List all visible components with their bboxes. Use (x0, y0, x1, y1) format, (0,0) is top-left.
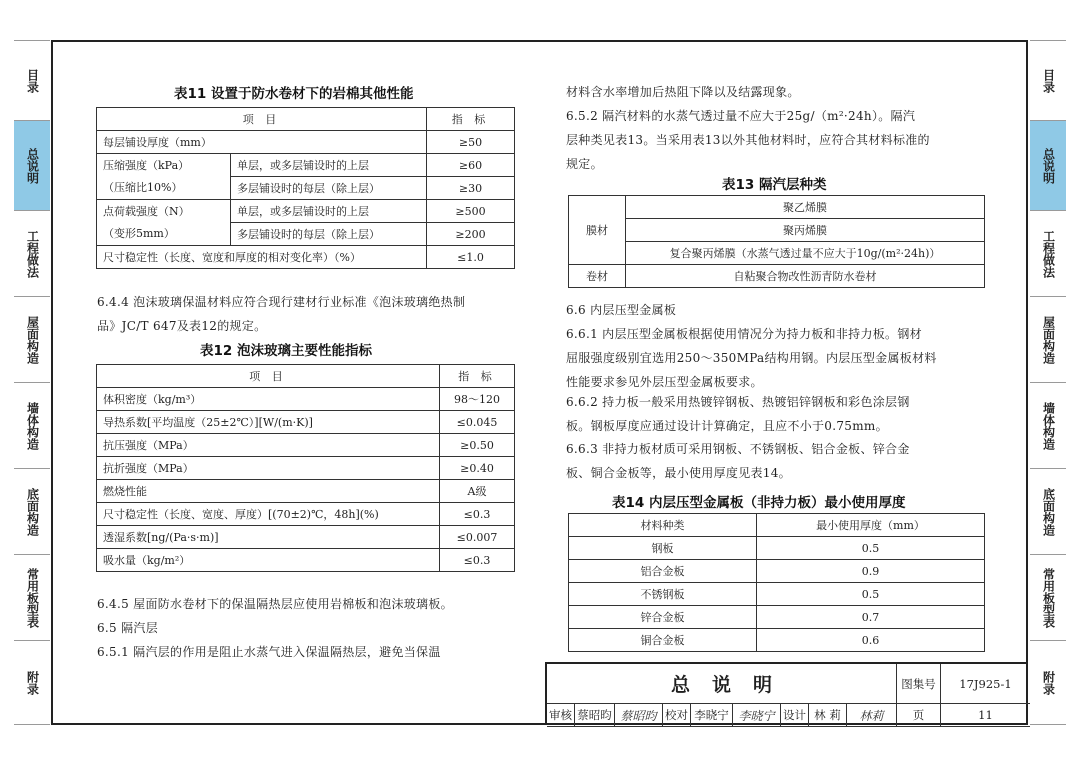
page-label: 页 (897, 704, 941, 727)
table-row (97, 200, 515, 223)
table-cell: ≤0.045 (440, 411, 515, 434)
table-cell (97, 200, 231, 246)
table-cell: 聚乙烯膜 (626, 196, 985, 219)
tab-engineering-methods[interactable]: 工程做法 (14, 210, 50, 296)
table14-title: 表14 内层压型金属板（非持力板）最小使用厚度 (612, 495, 906, 511)
tab-roof-construction[interactable]: 屋面构造 (14, 296, 50, 382)
table-cell: 体积密度（kg/m³） (97, 388, 440, 411)
table-cell: A级 (440, 480, 515, 503)
table14-header-thickness: 最小使用厚度（mm） (757, 514, 985, 537)
table-cell: 燃烧性能 (97, 480, 440, 503)
tab-common-panel-table[interactable]: 常用板型表 (14, 554, 50, 640)
table-cell: 0.5 (757, 583, 985, 606)
table11-load-note: （变形5mm） (103, 226, 175, 240)
tab-engineering-methods[interactable]: 工程做法 (1030, 210, 1066, 296)
table-row (97, 411, 515, 434)
table-cell: 单层，或多层铺设时的上层 (231, 200, 427, 223)
table-cell: ≥50 (427, 131, 515, 154)
para-6-6-3-line2: 板、铜合金板等，最小使用厚度见表14。 (566, 466, 791, 480)
table-row (97, 457, 515, 480)
table11-compress-label: 压缩强度（kPa） (103, 158, 190, 172)
check-signature-text: 李晓宁 (738, 708, 775, 723)
table-cell: 0.9 (757, 560, 985, 583)
table11 (96, 107, 515, 269)
page-number: 11 (941, 704, 1030, 727)
para-6-5-2-line2: 层种类见表13。当采用表13以外其他材料时，应符合其材料标准的 (566, 133, 930, 147)
table12-header-value: 指 标 (440, 365, 515, 388)
table-row (569, 265, 985, 288)
table-cell: 多层铺设时的每层（除上层） (231, 177, 427, 200)
table13-title: 表13 隔汽层种类 (722, 177, 827, 193)
table12-title: 表12 泡沫玻璃主要性能指标 (200, 343, 372, 359)
table-cell: 0.5 (757, 537, 985, 560)
table11-title: 表11 设置于防水卷材下的岩棉其他性能 (174, 86, 414, 102)
table-cell: 钢板 (569, 537, 757, 560)
table11-compress-note: （压缩比10%） (103, 180, 183, 194)
tab-appendix[interactable]: 附录 (14, 640, 50, 725)
para-6-6-2-line2: 板。钢板厚度应通过设计计算确定，且应不小于0.75mm。 (566, 419, 888, 433)
table-cell: 98～120 (440, 388, 515, 411)
table-row (569, 606, 985, 629)
title-block-main-title: 总说明 (547, 664, 897, 704)
table13-group-membrane: 膜材 (569, 196, 626, 265)
table13 (568, 195, 985, 288)
check-signature (733, 704, 781, 727)
para-6-6-3-line1: 6.6.3 非持力板材质可采用钢板、不锈钢板、铝合金板、锌合金 (566, 442, 910, 456)
table-row (97, 154, 515, 177)
table-cell: ≥500 (427, 200, 515, 223)
atlas-number-label: 图集号 (897, 664, 941, 704)
table11-header-item: 项 目 (97, 108, 427, 131)
review-signature-text: 蔡昭昀 (620, 708, 657, 723)
para-6-4-4-line2: 品》JC/T 647及表12的规定。 (97, 319, 267, 333)
table-cell: 不锈钢板 (569, 583, 757, 606)
section-6-6-heading: 6.6 内层压型金属板 (566, 303, 677, 317)
table-cell: 多层铺设时的每层（除上层） (231, 223, 427, 246)
table-row (569, 537, 985, 560)
table-row (97, 131, 515, 154)
tab-wall-construction[interactable]: 墙体构造 (14, 382, 50, 468)
table-row (569, 219, 985, 242)
table-cell: 抗折强度（MPa） (97, 457, 440, 480)
tab-wall-construction[interactable]: 墙体构造 (1030, 382, 1066, 468)
check-name: 李晓宁 (691, 704, 733, 727)
table-cell: 抗压强度（MPa） (97, 434, 440, 457)
review-label: 审核 (547, 704, 575, 727)
table-cell: ≤0.3 (440, 549, 515, 572)
table-cell: 尺寸稳定性（长度、宽度和厚度的相对变化率）（%） (97, 246, 427, 269)
tab-common-panel-table[interactable]: 常用板型表 (1030, 554, 1066, 640)
table-row (97, 526, 515, 549)
table-cell: 铝合金板 (569, 560, 757, 583)
table-cell: 铜合金板 (569, 629, 757, 652)
table-row (97, 388, 515, 411)
table-cell: 吸水量（kg/m²） (97, 549, 440, 572)
review-name: 蔡昭昀 (575, 704, 615, 727)
table-cell: 透湿系数[ng/(Pa·s·m)] (97, 526, 440, 549)
table-row (569, 196, 985, 219)
tab-roof-construction[interactable]: 屋面构造 (1030, 296, 1066, 382)
table-row (97, 108, 515, 131)
table-cell: ≥0.40 (440, 457, 515, 480)
table-row (97, 549, 515, 572)
table-cell: 0.7 (757, 606, 985, 629)
tab-bottom-construction[interactable]: 底面构造 (14, 468, 50, 554)
table-cell: ≤0.007 (440, 526, 515, 549)
table-row (97, 480, 515, 503)
design-label: 设计 (781, 704, 809, 727)
table-row (569, 242, 985, 265)
table12 (96, 364, 515, 572)
table-cell: ≥200 (427, 223, 515, 246)
title-block (545, 662, 1028, 725)
table-cell: ≥30 (427, 177, 515, 200)
para-6-5-2-line1: 6.5.2 隔汽材料的水蒸气透过量不应大于25g/（m²·24h）。隔汽 (566, 109, 916, 123)
para-6-6-2-line1: 6.6.2 持力板一般采用热镀锌钢板、热镀铝锌钢板和彩色涂层钢 (566, 395, 910, 409)
table-cell: 复合聚丙烯膜（水蒸气透过量不应大于10g/(m²·24h)） (626, 242, 985, 265)
table-cell: 锌合金板 (569, 606, 757, 629)
review-signature (615, 704, 663, 727)
table-row (97, 246, 515, 269)
table-row (569, 560, 985, 583)
table-row (97, 434, 515, 457)
para-6-4-5: 6.4.5 屋面防水卷材下的保温隔热层应使用岩棉板和泡沫玻璃板。 (97, 597, 453, 611)
table12-header-item: 项 目 (97, 365, 440, 388)
table-cell: 导热系数[平均温度（25±2℃）][W/(m·K)] (97, 411, 440, 434)
para-6-6-1-line3: 性能要求参见外层压型金属板要求。 (566, 375, 763, 389)
table-cell: ≤0.3 (440, 503, 515, 526)
para-6-4-4-line1: 6.4.4 泡沫玻璃保温材料应符合现行建材行业标准《泡沫玻璃绝热制 (97, 295, 466, 309)
table-cell: 聚丙烯膜 (626, 219, 985, 242)
table-cell: 每层铺设厚度（mm） (97, 131, 427, 154)
table-cell: 单层，或多层铺设时的上层 (231, 154, 427, 177)
table-cell: 0.6 (757, 629, 985, 652)
table-cell: ≤1.0 (427, 246, 515, 269)
table-row (97, 365, 515, 388)
table-row (97, 503, 515, 526)
para-6-6-1-line1: 6.6.1 内层压型金属板根据使用情况分为持力板和非持力板。钢材 (566, 327, 922, 341)
table11-header-value: 指 标 (427, 108, 515, 131)
design-signature (847, 704, 897, 727)
para-6-6-1-line2: 屈服强度级别宜选用250～350MPa结构用钢。内层压型金属板材料 (566, 351, 937, 365)
para-right-line1: 材料含水率增加后热阻下降以及结露现象。 (566, 85, 800, 99)
table11-load-label: 点荷载强度（N） (103, 204, 190, 218)
table-cell: 尺寸稳定性（长度、宽度、厚度）[(70±2)℃，48h](%) (97, 503, 440, 526)
table-cell: ≥60 (427, 154, 515, 177)
tab-general-notes[interactable]: 总说明 (1030, 120, 1066, 210)
table14 (568, 513, 985, 652)
check-label: 校对 (663, 704, 691, 727)
table14-header-material: 材料种类 (569, 514, 757, 537)
table-row (569, 583, 985, 606)
tab-bottom-construction[interactable]: 底面构造 (1030, 468, 1066, 554)
tab-toc[interactable]: 目录 (14, 40, 50, 120)
table-cell: ≥0.50 (440, 434, 515, 457)
para-6-5-2-line3: 规定。 (566, 157, 603, 171)
tab-toc[interactable]: 目录 (1030, 40, 1066, 120)
design-name: 林 莉 (809, 704, 847, 727)
table-cell: 自粘聚合物改性沥青防水卷材 (626, 265, 985, 288)
table-row (569, 629, 985, 652)
table-cell (97, 154, 231, 200)
atlas-number: 17J925-1 (941, 664, 1030, 704)
para-6-5-1: 6.5.1 隔汽层的作用是阻止水蒸气进入保温隔热层，避免当保温 (97, 645, 441, 659)
table13-group-roll: 卷材 (569, 265, 626, 288)
table-row (569, 514, 985, 537)
section-6-5-heading: 6.5 隔汽层 (97, 621, 158, 635)
design-signature-text: 林莉 (859, 708, 884, 723)
tab-appendix[interactable]: 附录 (1030, 640, 1066, 725)
tab-general-notes[interactable]: 总说明 (14, 120, 50, 210)
